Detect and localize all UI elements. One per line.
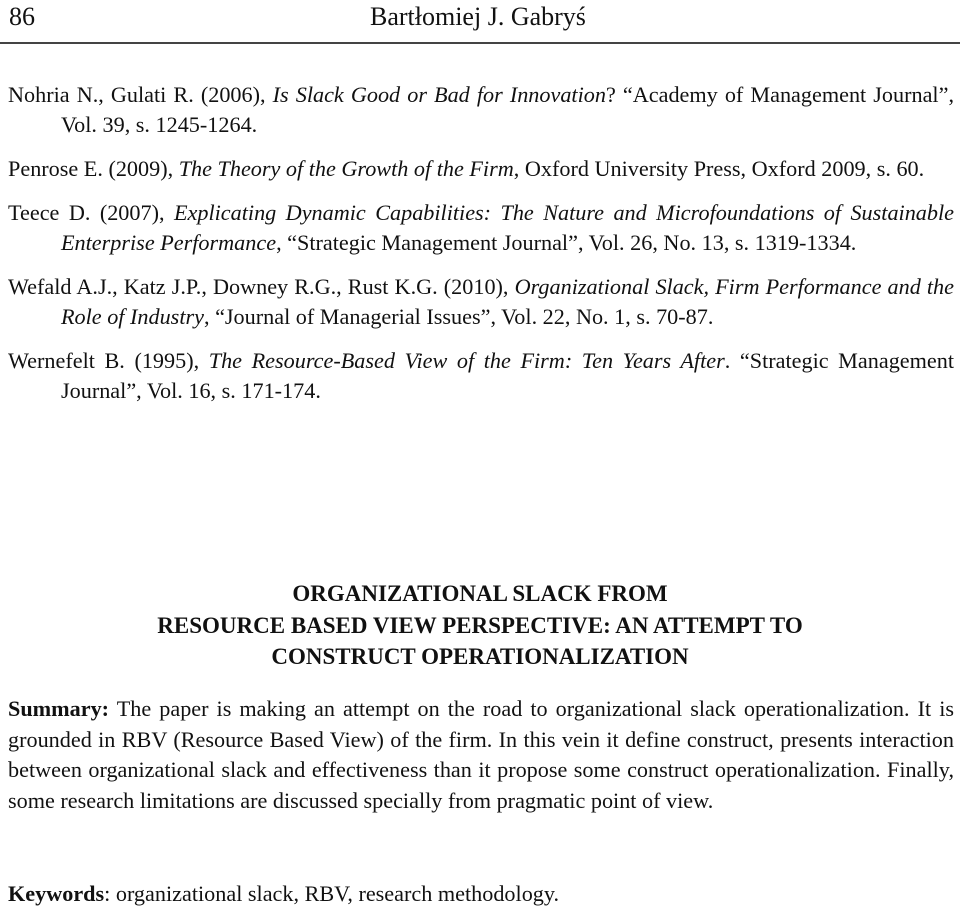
reference-title: Explicating Dynamic Capabilities: The Nature and Microfoundations of Sustainable Enterprise Performance: [61, 200, 955, 255]
reference-title: The Resource-Based View of the Firm: Ten Years After: [208, 348, 725, 373]
reference-list: [8, 80, 954, 420]
abstract-title-line: CONSTRUCT OPERATIONALIZATION: [271, 644, 689, 669]
reference-source: ? “Academy of Management Journal”, Vol. 39, s. 1245-1264.: [61, 82, 954, 137]
summary-label: Summary:: [8, 696, 110, 721]
reference-item: [8, 272, 954, 332]
reference-item: [8, 346, 954, 406]
page-number: 86: [9, 2, 35, 31]
keywords-label: Keywords: [8, 881, 105, 906]
keywords-line: [8, 879, 954, 909]
keywords-text: : organizational slack, RBV, research methodology.: [104, 881, 560, 906]
reference-authors: Wernefelt B. (1995),: [8, 348, 209, 373]
abstract-title: [0, 578, 960, 673]
reference-authors: Wefald A.J., Katz J.P., Downey R.G., Rust K.G. (2010),: [8, 274, 515, 299]
reference-authors: Teece D. (2007),: [8, 200, 174, 225]
summary-paragraph: [8, 694, 954, 816]
reference-source: , “Journal of Managerial Issues”, Vol. 22, No. 1, s. 70-87.: [203, 304, 714, 329]
summary-text: The paper is making an attempt on the road to organizational slack operationalization. It is grounded in RBV (Resource Based View) of the firm. In this vein it define construct, presents interaction between organizational slack and effectiveness than it propose some construct operationalization. Finally, some research limitations are discussed specially from pragmatic point of view.: [8, 696, 954, 813]
running-head-author: Bartłomiej J. Gabryś: [370, 2, 586, 31]
abstract-title-line: ORGANIZATIONAL SLACK FROM: [292, 581, 668, 606]
reference-item: [8, 80, 954, 140]
reference-source: , Oxford University Press, Oxford 2009, s. 60.: [513, 156, 925, 181]
reference-title: Is Slack Good or Bad for Innovation: [272, 82, 606, 107]
reference-authors: Nohria N., Gulati R. (2006),: [8, 82, 273, 107]
reference-title: Organizational Slack, Firm Performance and the Role of Industry: [61, 274, 954, 329]
reference-authors: Penrose E. (2009),: [8, 156, 179, 181]
reference-title: The Theory of the Growth of the Firm: [178, 156, 514, 181]
page-header: [0, 0, 960, 44]
reference-source: . “Strategic Management Journal”, Vol. 16, s. 171-174.: [61, 348, 955, 403]
reference-item: [8, 198, 954, 258]
reference-item: [8, 154, 954, 184]
abstract-title-line: RESOURCE BASED VIEW PERSPECTIVE: AN ATTEMPT TO: [157, 612, 803, 638]
reference-source: , “Strategic Management Journal”, Vol. 26, No. 13, s. 1319-1334.: [276, 230, 857, 255]
